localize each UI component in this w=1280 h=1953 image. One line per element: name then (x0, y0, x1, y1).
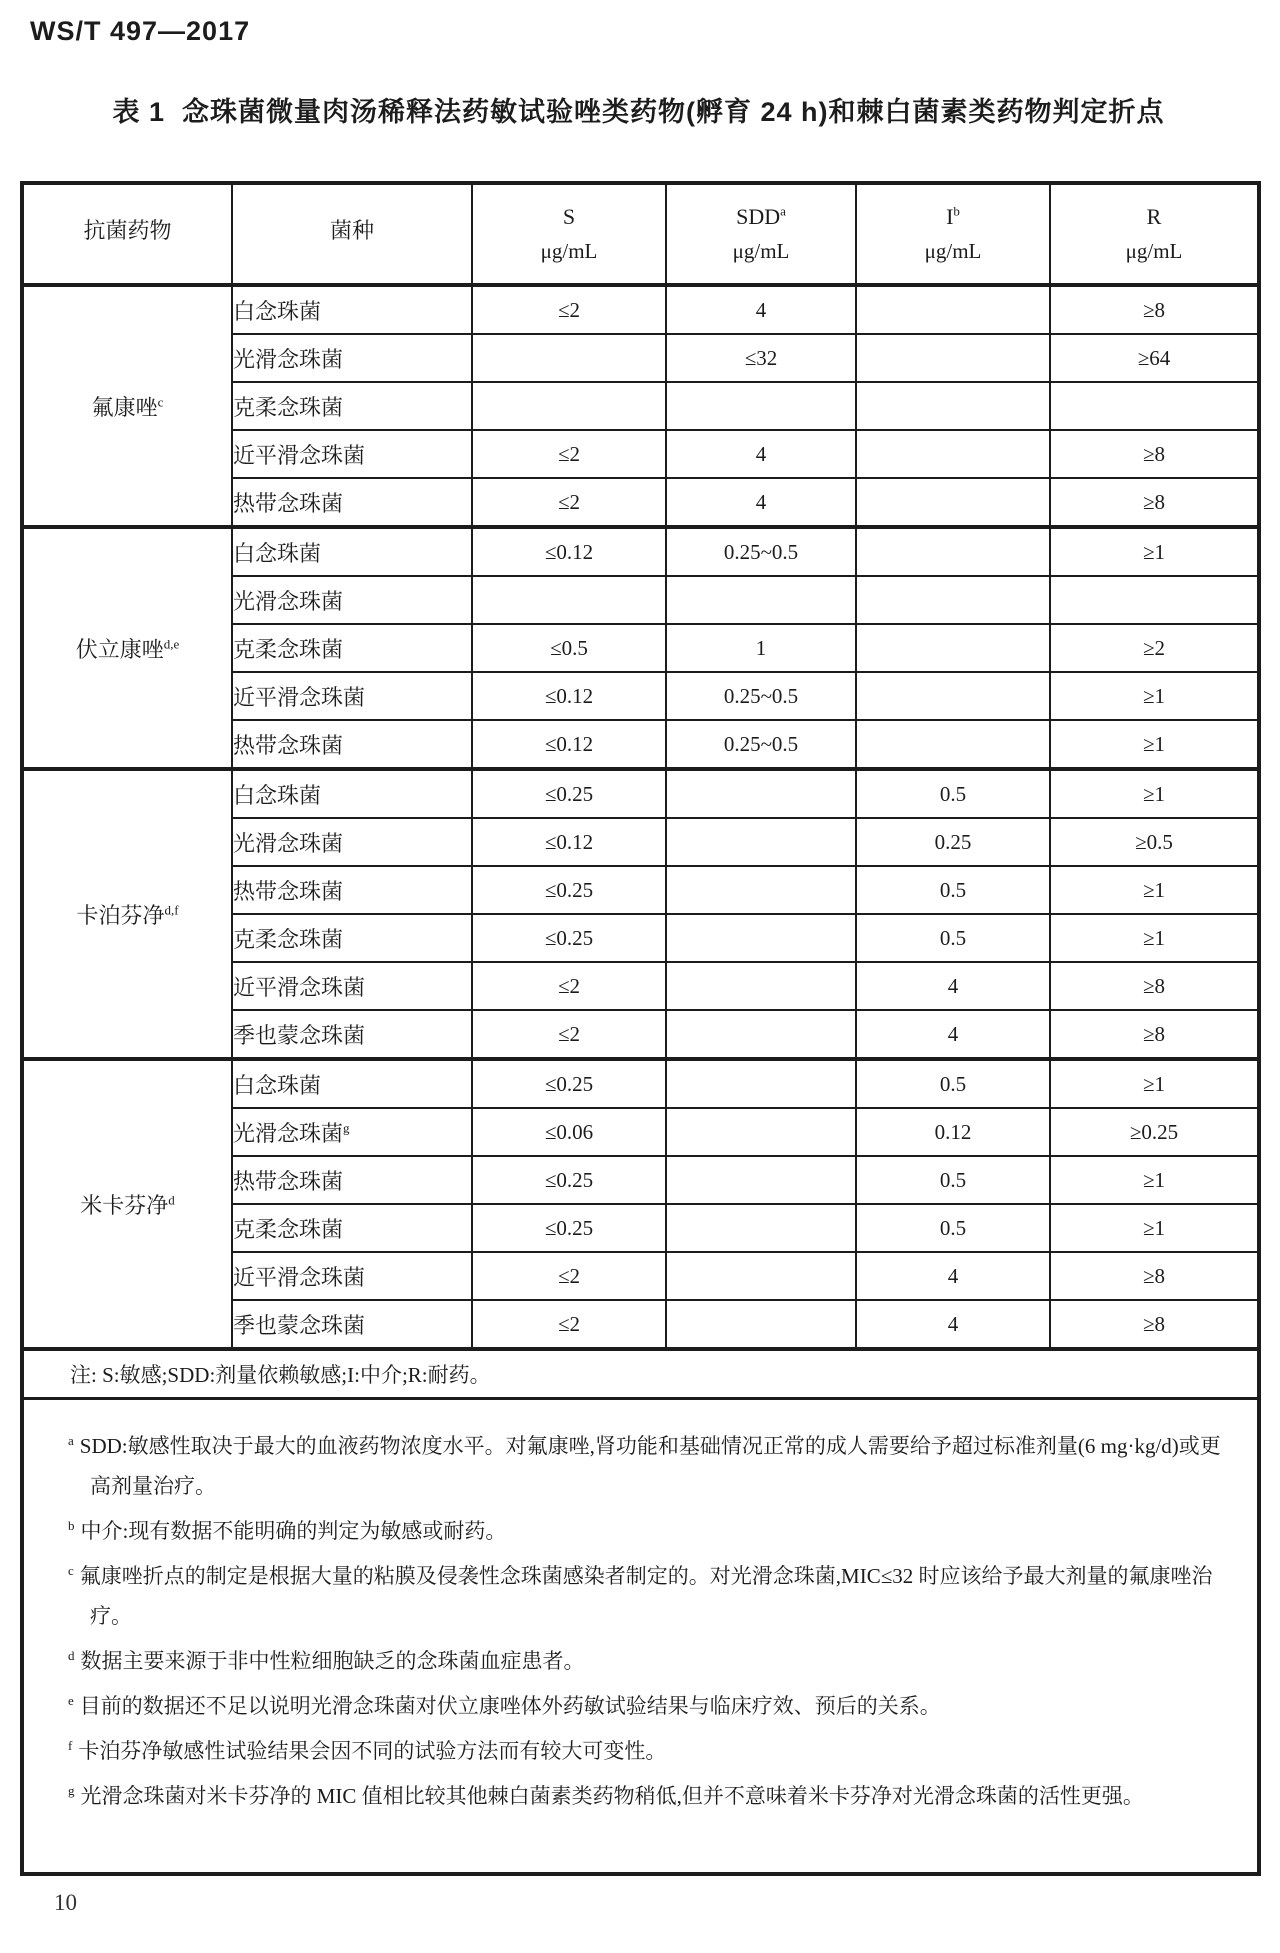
value-sdd-cell: 1 (666, 624, 856, 672)
species-cell: 光滑念珠菌 (232, 334, 472, 382)
value-r-cell (1050, 576, 1259, 624)
value-r-cell: ≥8 (1050, 962, 1259, 1010)
value-i-cell: 0.12 (856, 1108, 1050, 1156)
drug-cell: 伏立康唑$^{d,e}$ (22, 527, 232, 769)
table-row (22, 285, 1259, 334)
value-sdd-cell (666, 866, 856, 914)
header-cell-drug: 抗菌药物 (22, 183, 232, 285)
species-cell: 白念珠菌 (232, 527, 472, 576)
value-i-cell (856, 624, 1050, 672)
value-i-cell: 0.5 (856, 1204, 1050, 1252)
value-r-cell: ≥1 (1050, 1059, 1259, 1108)
value-r-cell: ≥1 (1050, 672, 1259, 720)
species-cell: 光滑念珠菌 (232, 576, 472, 624)
value-sdd-cell (666, 576, 856, 624)
page-number: 10 (54, 1890, 77, 1915)
value-r-cell: ≥1 (1050, 1156, 1259, 1204)
species-cell: 热带念珠菌 (232, 478, 472, 527)
note-row (22, 1349, 1259, 1399)
value-sdd-cell (666, 1156, 856, 1204)
table-row (22, 527, 1259, 576)
value-sdd-cell (666, 914, 856, 962)
value-s-cell: ≤2 (472, 285, 666, 334)
species-cell: 白念珠菌 (232, 1059, 472, 1108)
value-r-cell: ≥1 (1050, 769, 1259, 818)
value-sdd-cell (666, 1300, 856, 1349)
value-s-cell: ≤0.25 (472, 769, 666, 818)
species-cell: 克柔念珠菌 (232, 382, 472, 430)
doc-number: WS/T 497—2017 (30, 16, 251, 46)
value-sdd-cell (666, 382, 856, 430)
value-s-cell: ≤2 (472, 962, 666, 1010)
footnote: $^f$ 卡泊芬净敏感性试验结果会因不同的试验方法而有较大可变性。 (68, 1738, 667, 1763)
species-cell: 近平滑念珠菌 (232, 430, 472, 478)
value-sdd-cell (666, 1010, 856, 1059)
value-i-cell (856, 285, 1050, 334)
species-cell: 季也蒙念珠菌 (232, 1300, 472, 1349)
value-i-cell: 0.25 (856, 818, 1050, 866)
value-i-cell (856, 334, 1050, 382)
value-i-cell: 0.5 (856, 1156, 1050, 1204)
footnote: $^e$ 目前的数据还不足以说明光滑念珠菌对伏立康唑体外药敏试验结果与临床疗效、预后的关系。 (68, 1693, 941, 1718)
value-sdd-cell (666, 818, 856, 866)
value-s-cell: ≤0.25 (472, 1204, 666, 1252)
value-sdd-cell: 4 (666, 285, 856, 334)
value-s-cell: ≤2 (472, 1252, 666, 1300)
value-r-cell: ≥8 (1050, 478, 1259, 527)
value-s-cell: ≤0.12 (472, 720, 666, 769)
value-r-cell: ≥0.5 (1050, 818, 1259, 866)
value-r-cell: ≥8 (1050, 1010, 1259, 1059)
value-s-cell: ≤0.25 (472, 1059, 666, 1108)
value-s-cell: ≤0.06 (472, 1108, 666, 1156)
footnote: $^b$ 中介:现有数据不能明确的判定为敏感或耐药。 (68, 1518, 507, 1543)
species-cell: 近平滑念珠菌 (232, 962, 472, 1010)
drug-cell: 米卡芬净$^d$ (22, 1059, 232, 1349)
value-i-cell: 0.5 (856, 866, 1050, 914)
header-cell-r: R μg/mL (1050, 183, 1259, 285)
value-s-cell: ≤0.12 (472, 527, 666, 576)
value-r-cell: ≥1 (1050, 720, 1259, 769)
species-cell: 白念珠菌 (232, 769, 472, 818)
value-s-cell: ≤2 (472, 1010, 666, 1059)
table-header (22, 183, 1259, 285)
value-i-cell: 0.5 (856, 914, 1050, 962)
value-r-cell: ≥2 (1050, 624, 1259, 672)
value-s-cell (472, 382, 666, 430)
value-s-cell: ≤0.25 (472, 1156, 666, 1204)
table-footer (22, 1349, 1259, 1874)
value-s-cell: ≤0.25 (472, 914, 666, 962)
value-sdd-cell (666, 769, 856, 818)
value-sdd-cell (666, 1059, 856, 1108)
header-cell-i: $I^b$ μg/mL (856, 183, 1050, 285)
species-cell: 热带念珠菌 (232, 866, 472, 914)
value-sdd-cell (666, 1252, 856, 1300)
species-cell: 热带念珠菌 (232, 1156, 472, 1204)
species-cell: 光滑念珠菌 (232, 818, 472, 866)
species-cell: 克柔念珠菌 (232, 624, 472, 672)
value-i-cell (856, 382, 1050, 430)
value-r-cell: ≥8 (1050, 1252, 1259, 1300)
footnote: $^d$ 数据主要来源于非中性粒细胞缺乏的念珠菌血症患者。 (68, 1648, 585, 1673)
table-title: 表 1 念珠菌微量肉汤稀释法药敏试验唑类药物(孵育 24 h)和棘白菌素类药物判定折点 (112, 97, 1165, 127)
value-s-cell (472, 576, 666, 624)
species-cell: 季也蒙念珠菌 (232, 1010, 472, 1059)
footnote-row (22, 1399, 1259, 1875)
value-r-cell: ≥1 (1050, 527, 1259, 576)
species-cell: 白念珠菌 (232, 285, 472, 334)
value-i-cell (856, 576, 1050, 624)
table-body (22, 285, 1259, 1349)
footnote: $^g$ 光滑念珠菌对米卡芬净的 MIC 值相比较其他棘白菌素类药物稍低,但并不意味着米卡芬净对光滑念珠菌的活性更强。 (68, 1783, 1144, 1808)
header-cell-species: 菌种 (232, 183, 472, 285)
species-cell: 光滑念珠菌$^g$ (232, 1108, 472, 1156)
value-i-cell (856, 478, 1050, 527)
value-i-cell: 4 (856, 1300, 1050, 1349)
footnotes-section (68, 1426, 1223, 1816)
drug-cell: 卡泊芬净$^{d,f}$ (22, 769, 232, 1059)
header-cell-sdd: SDD$^a$ μg/mL (666, 183, 856, 285)
footnote: $^c$ 氟康唑折点的制定是根据大量的粘膜及侵袭性念珠菌感染者制定的。对光滑念珠菌,MIC≤32 时应该给予最大剂量的氟康唑治疗。 (68, 1563, 1213, 1628)
value-r-cell: ≥8 (1050, 285, 1259, 334)
breakpoints-table (20, 181, 1261, 1876)
value-r-cell: ≥1 (1050, 914, 1259, 962)
species-cell: 热带念珠菌 (232, 720, 472, 769)
value-i-cell: 0.5 (856, 1059, 1050, 1108)
value-r-cell: ≥64 (1050, 334, 1259, 382)
value-s-cell: ≤2 (472, 1300, 666, 1349)
value-i-cell: 0.5 (856, 769, 1050, 818)
value-i-cell (856, 430, 1050, 478)
value-s-cell: ≤0.5 (472, 624, 666, 672)
value-sdd-cell: 0.25~0.5 (666, 720, 856, 769)
value-s-cell: ≤0.12 (472, 818, 666, 866)
value-sdd-cell: 0.25~0.5 (666, 527, 856, 576)
value-i-cell: 4 (856, 962, 1050, 1010)
value-i-cell (856, 672, 1050, 720)
value-i-cell (856, 720, 1050, 769)
note-text: 注: S:敏感;SDD:剂量依赖敏感;I:中介;R:耐药。 (22, 1349, 1259, 1399)
value-r-cell: ≥8 (1050, 430, 1259, 478)
value-sdd-cell (666, 962, 856, 1010)
value-s-cell: ≤0.12 (472, 672, 666, 720)
table-row (22, 1059, 1259, 1108)
species-cell: 近平滑念珠菌 (232, 1252, 472, 1300)
value-r-cell (1050, 382, 1259, 430)
value-r-cell: ≥0.25 (1050, 1108, 1259, 1156)
value-r-cell: ≥8 (1050, 1300, 1259, 1349)
value-sdd-cell: 4 (666, 430, 856, 478)
value-s-cell: ≤0.25 (472, 866, 666, 914)
value-sdd-cell: 0.25~0.5 (666, 672, 856, 720)
species-cell: 克柔念珠菌 (232, 1204, 472, 1252)
species-cell: 近平滑念珠菌 (232, 672, 472, 720)
value-s-cell: ≤2 (472, 478, 666, 527)
footnote: $^a$ SDD:敏感性取决于最大的血液药物浓度水平。对氟康唑,肾功能和基础情况正常的成人需要给予超过标准剂量(6 mg·kg/d)或更高剂量治疗。 (68, 1433, 1221, 1498)
value-r-cell: ≥1 (1050, 1204, 1259, 1252)
drug-cell: 氟康唑$^c$ (22, 285, 232, 527)
value-sdd-cell: ≤32 (666, 334, 856, 382)
value-sdd-cell (666, 1204, 856, 1252)
value-r-cell: ≥1 (1050, 866, 1259, 914)
value-i-cell: 4 (856, 1252, 1050, 1300)
value-i-cell (856, 527, 1050, 576)
value-s-cell: ≤2 (472, 430, 666, 478)
value-s-cell (472, 334, 666, 382)
value-sdd-cell (666, 1108, 856, 1156)
value-sdd-cell: 4 (666, 478, 856, 527)
header-cell-s: S μg/mL (472, 183, 666, 285)
species-cell: 克柔念珠菌 (232, 914, 472, 962)
table-row (22, 769, 1259, 818)
value-i-cell: 4 (856, 1010, 1050, 1059)
